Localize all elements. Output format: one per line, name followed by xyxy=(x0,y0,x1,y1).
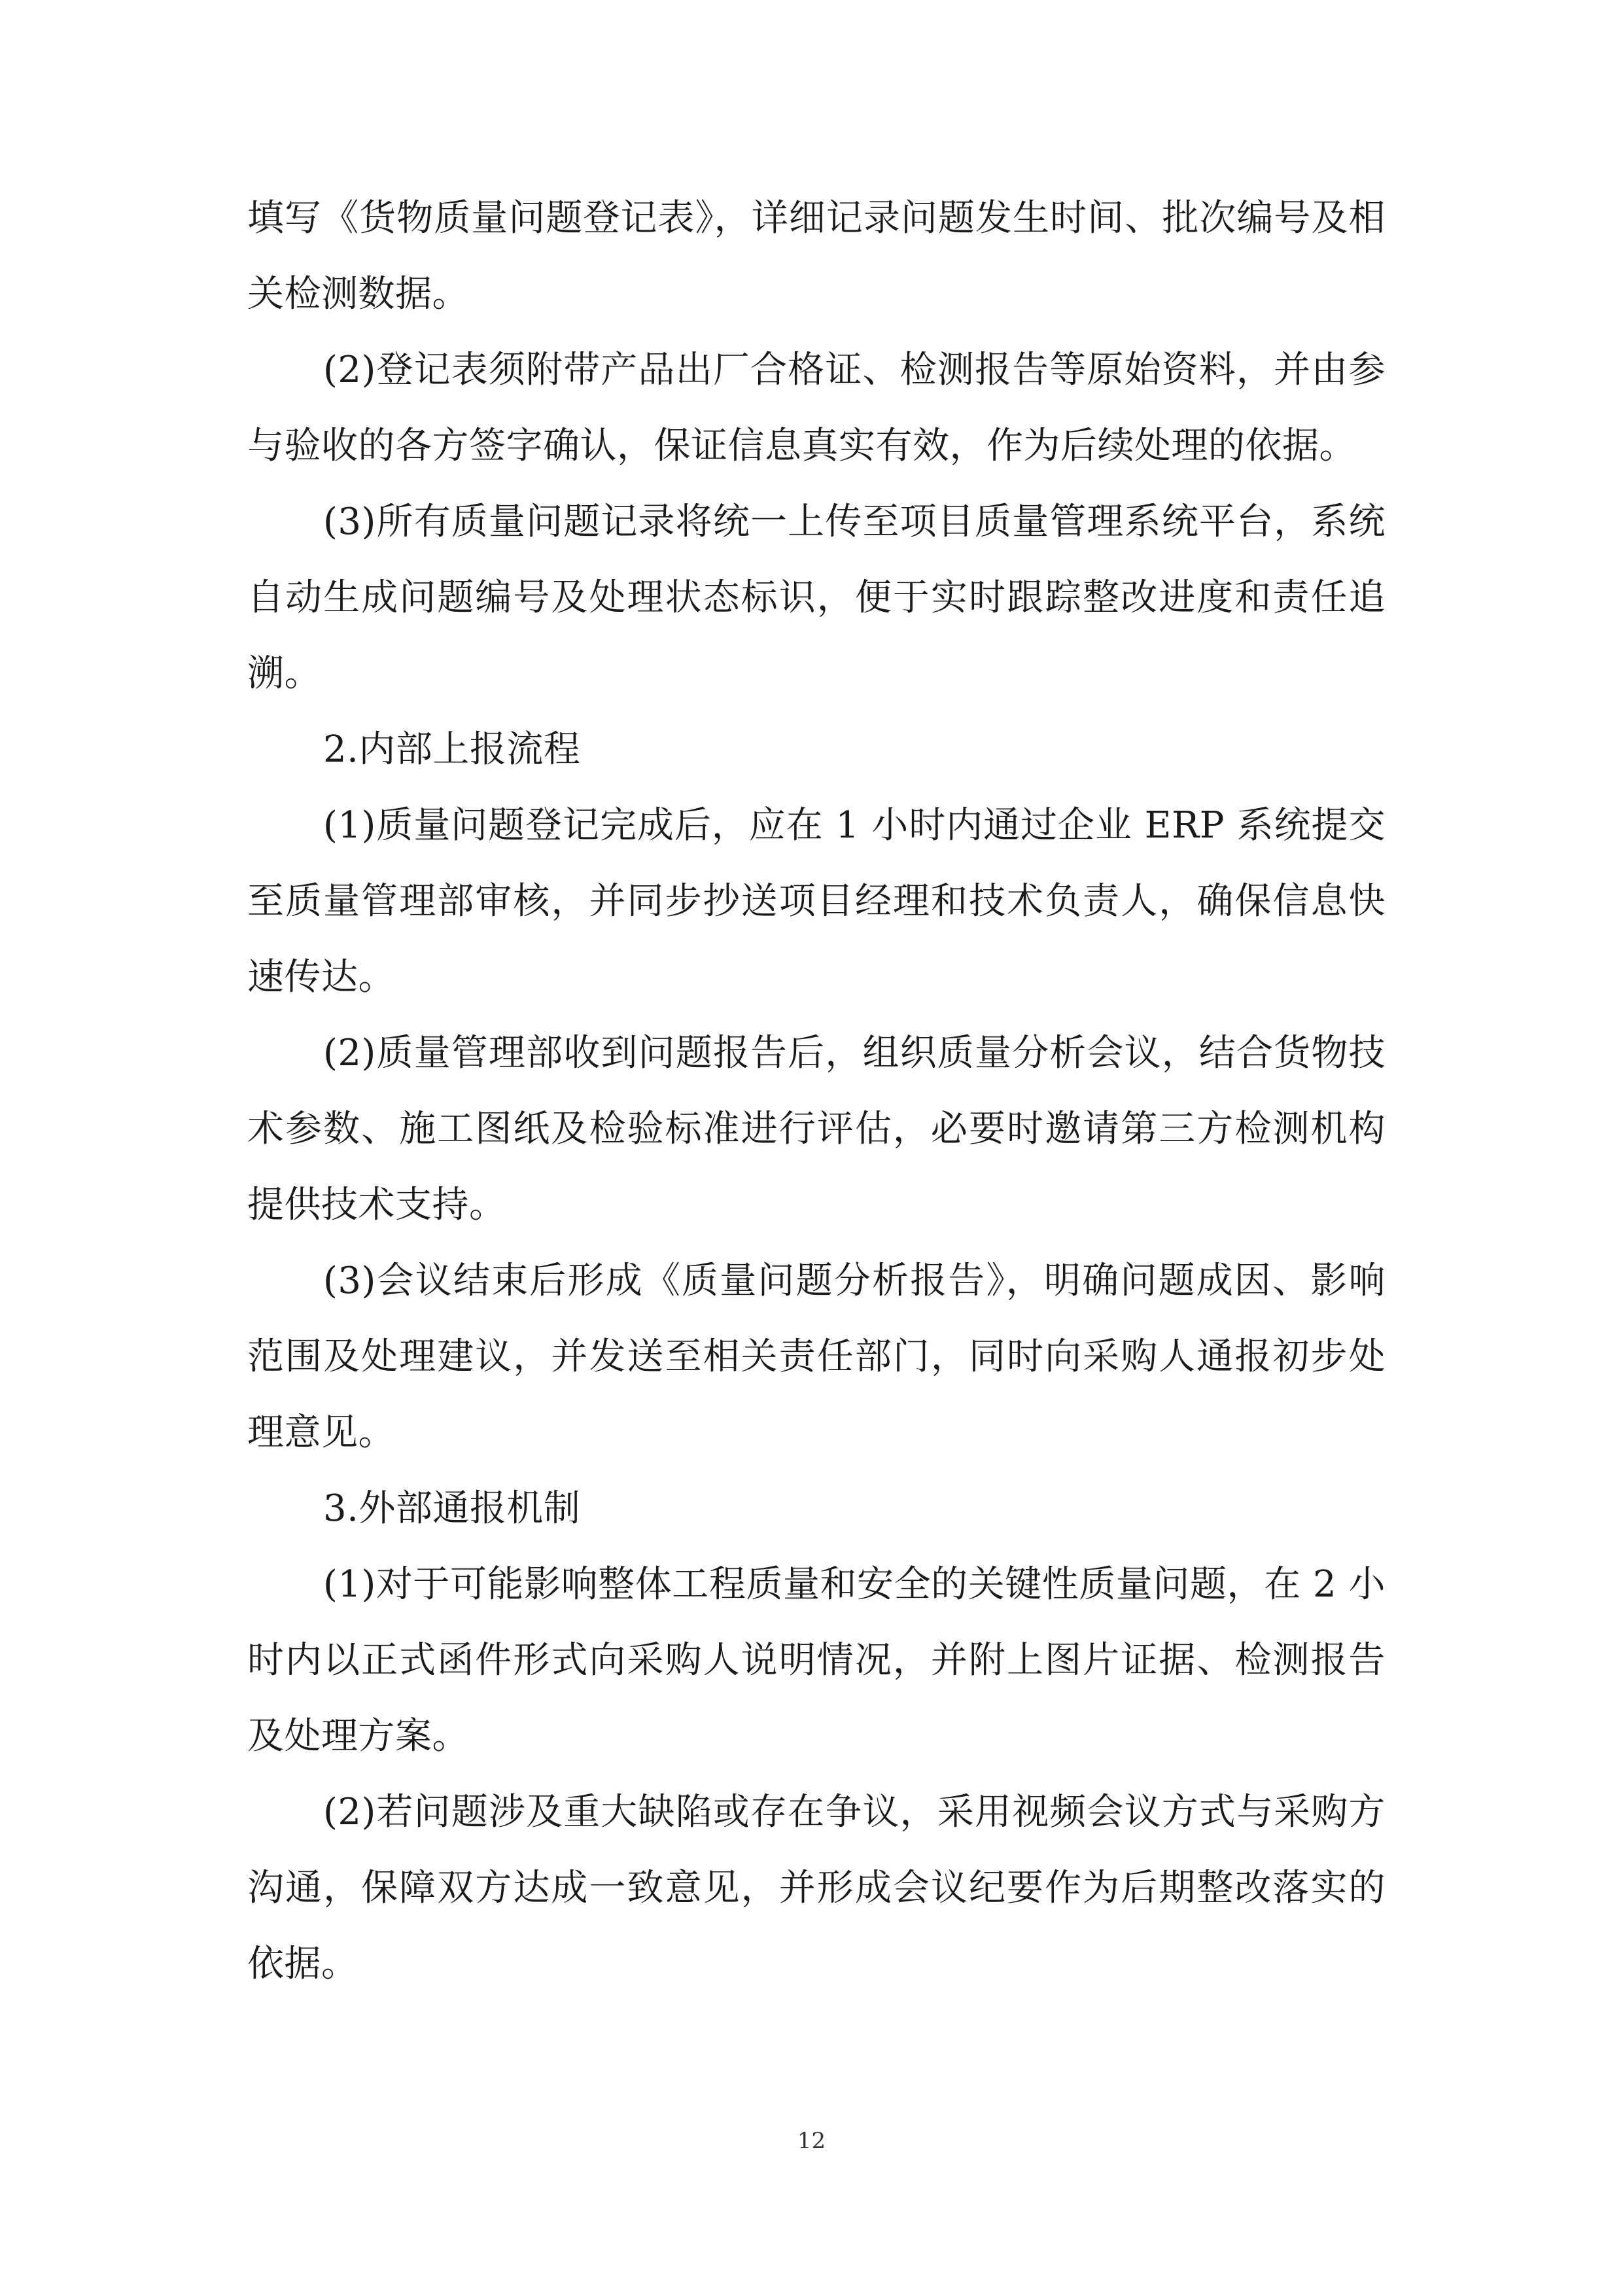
paragraph-internal-analysis-report: (3)会议结束后形成《质量问题分析报告》，明确问题成因、影响范围及处理建议，并发送至相关责任部门，同时向采购人通报初步处理意见。 xyxy=(247,1260,1386,1454)
paragraph-internal-erp-submit: (1)质量问题登记完成后，应在 1 小时内通过企业 ERP 系统提交至质量管理部审核，并同步抄送项目经理和技术负责人，确保信息快速传达。 xyxy=(247,804,1386,998)
paragraph-registration-upload: (3)所有质量问题记录将统一上传至项目质量管理系统平台，系统自动生成问题编号及处理状态标识，便于实时跟踪整改进度和责任追溯。 xyxy=(247,501,1386,695)
paragraph-registration-form: 填写《货物质量问题登记表》，详细记录问题发生时间、批次编号及相关检测数据。 xyxy=(247,197,1386,315)
paragraph-internal-analysis-meeting: (2)质量管理部收到问题报告后，组织质量分析会议，结合货物技术参数、施工图纸及检验标准进行评估，必要时邀请第三方检测机构提供技术支持。 xyxy=(247,1032,1386,1226)
page-number: 12 xyxy=(797,2128,826,2154)
section-heading-internal-reporting: 2.内部上报流程 xyxy=(323,728,581,771)
paragraph-external-formal-letter: (1)对于可能影响整体工程质量和安全的关键性质量问题，在 2 小时内以正式函件形式向采购人说明情况，并附上图片证据、检测报告及处理方案。 xyxy=(247,1563,1386,1757)
paragraph-registration-attachments: (2)登记表须附带产品出厂合格证、检测报告等原始资料，并由参与验收的各方签字确认，保证信息真实有效，作为后续处理的依据。 xyxy=(247,349,1386,467)
document-body xyxy=(247,181,1386,2002)
section-heading-external-notification: 3.外部通报机制 xyxy=(323,1487,581,1530)
paragraph-external-video-meeting: (2)若问题涉及重大缺陷或存在争议，采用视频会议方式与采购方沟通，保障双方达成一致意见，并形成会议纪要作为后期整改落实的依据。 xyxy=(247,1791,1386,1985)
